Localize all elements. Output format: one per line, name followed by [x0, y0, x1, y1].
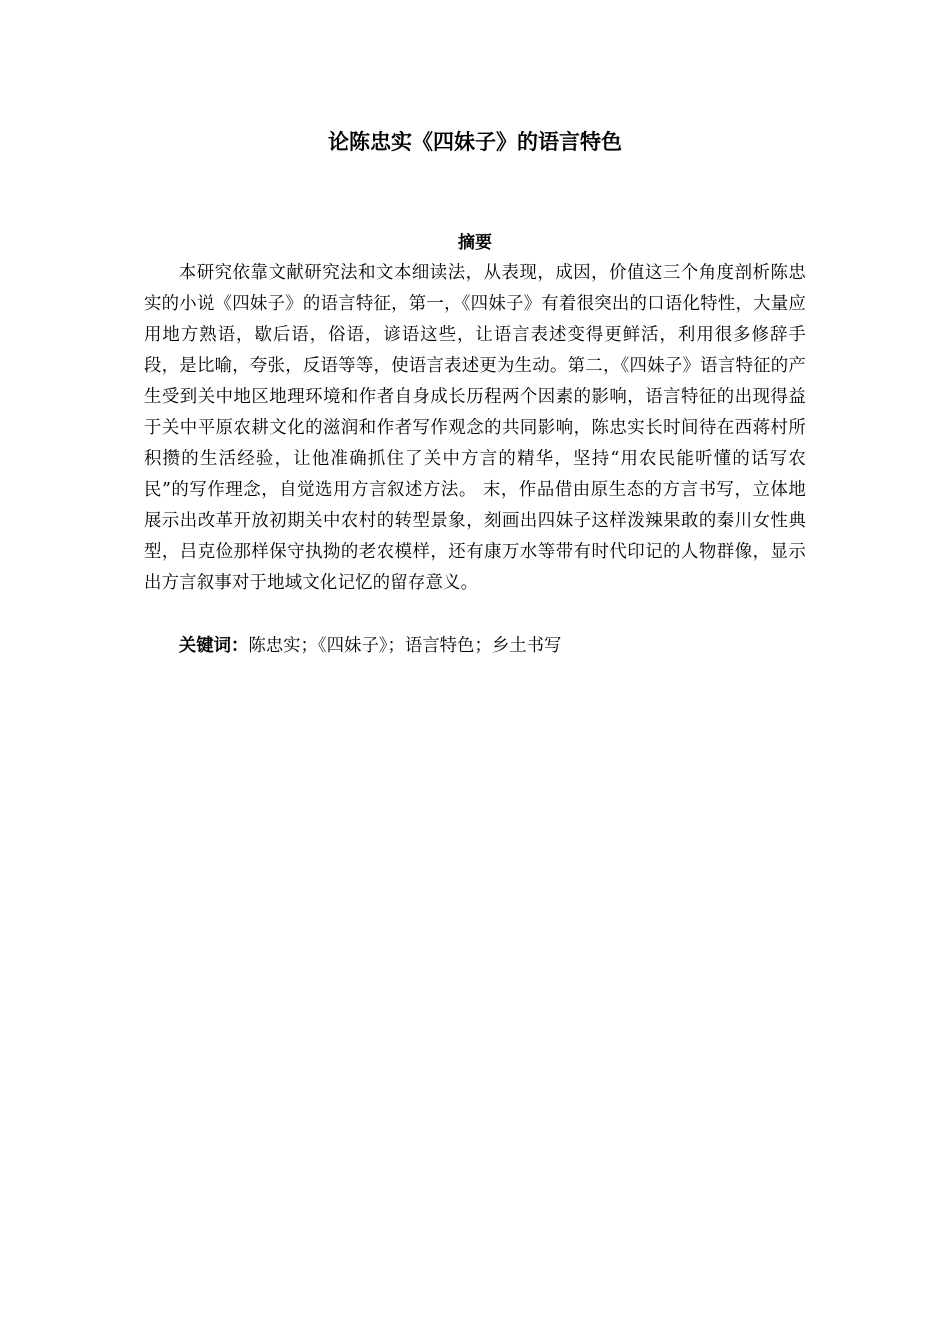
abstract-paragraph: 本研究依靠文献研究法和文本细读法，从表现，成因，价值这三个角度剖析陈忠实的小说《四妹子》的语言特征，第一，《四妹子》有着很突出的口语化特性，大量应用地方熟语，歇后语，俗语，谚语这些，让语言表述变得更鲜活，利用很多修辞手段，是比喻，夸张，反语等等，使语言表述更为生动。第二，《四妹子》语言特征的产生受到关中地区地理环境和作者自身成长历程两个因素的影响，语言特征的出现得益于关中平原农耕文化的滋润和作者写作观念的共同影响，陈忠实长时间待在西蒋村所积攒的生活经验，让他准确抓住了关中方言的精华，坚持“用农民能听懂的话写农民”的写作理念，自觉选用方言叙述方法。 末，作品借由原生态的方言书写，立体地展示出改革开放初期关中农村的转型景象，刻画出四妹子这样泼辣果敢的秦川女性典型，吕克俭那样保守执拗的老农模样，还有康万水等带有时代印记的人物群像，显示出方言叙事对于地域文化记忆的留存意义。 [144, 263, 806, 593]
abstract-heading: 摘要 [458, 233, 492, 253]
keywords-text: 陈忠实；《四妹子》；语言特色；乡土书写 [248, 636, 562, 656]
keywords-label: 关键词： [178, 636, 249, 656]
keywords-line [144, 631, 806, 662]
paper-title: 论陈忠实《四妹子》的语言特色 [328, 130, 622, 154]
